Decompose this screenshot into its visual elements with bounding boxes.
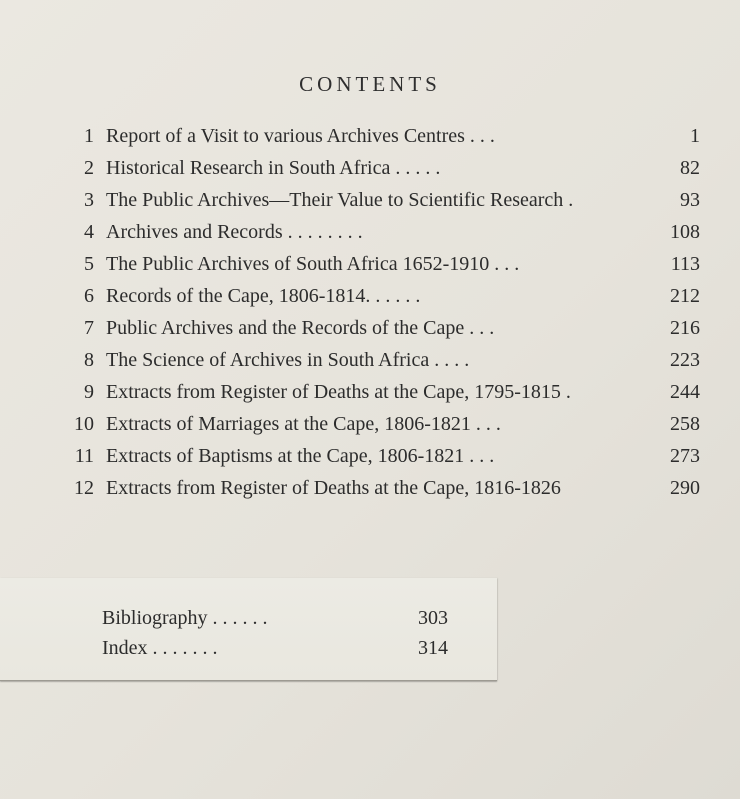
chapter-number: 6: [84, 285, 94, 307]
table-of-contents: [0, 120, 740, 504]
chapter-number: 2: [84, 157, 94, 179]
page-number: 82: [680, 157, 700, 179]
toc-entry: [0, 312, 740, 344]
back-matter-label: Bibliography . . . . . .: [102, 607, 268, 629]
back-matter-page: 303: [418, 607, 448, 629]
chapter-number: 12: [74, 477, 94, 499]
chapter-title: The Science of Archives in South Africa . . . .: [106, 349, 470, 371]
back-matter-slip: [0, 578, 497, 681]
contents-heading: CONTENTS: [299, 72, 441, 96]
toc-entry: [0, 152, 740, 184]
page-number: 93: [680, 189, 700, 211]
chapter-title: Report of a Visit to various Archives Centres . . .: [106, 125, 495, 147]
chapter-title: The Public Archives—Their Value to Scientific Research .: [106, 189, 574, 211]
toc-entry: [0, 248, 740, 280]
toc-entry: [0, 120, 740, 152]
chapter-number: 11: [74, 445, 94, 467]
chapter-title: Historical Research in South Africa . . . . .: [106, 157, 441, 179]
page-number: 290: [670, 477, 700, 499]
chapter-number: 9: [84, 381, 94, 403]
chapter-title: The Public Archives of South Africa 1652-1910 . . .: [106, 253, 520, 275]
page-number: 244: [670, 381, 700, 403]
chapter-title: Extracts from Register of Deaths at the Cape, 1816-1826: [106, 477, 561, 499]
toc-entry: [0, 408, 740, 440]
chapter-title: Records of the Cape, 1806-1814. . . . . .: [106, 285, 421, 307]
chapter-title: Extracts of Marriages at the Cape, 1806-1821 . . .: [106, 413, 501, 435]
chapter-number: 1: [84, 125, 94, 147]
back-matter-page: 314: [418, 637, 448, 659]
toc-entry: [0, 216, 740, 248]
back-matter-label: Index . . . . . . .: [102, 637, 218, 659]
page-number: 1: [690, 125, 700, 147]
page-number: 258: [670, 413, 700, 435]
chapter-number: 5: [84, 253, 94, 275]
toc-entry: [0, 376, 740, 408]
page-number: 273: [670, 445, 700, 467]
toc-entry: [0, 184, 740, 216]
chapter-number: 3: [84, 189, 94, 211]
page-number: 216: [670, 317, 700, 339]
page-number: 113: [670, 253, 700, 275]
toc-entry: [0, 280, 740, 312]
page-number: 212: [670, 285, 700, 307]
chapter-title: Public Archives and the Records of the Cape . . .: [106, 317, 495, 339]
toc-entry: [0, 344, 740, 376]
chapter-number: 8: [84, 349, 94, 371]
toc-entry: [0, 440, 740, 472]
chapter-number: 4: [84, 221, 94, 243]
chapter-title: Extracts from Register of Deaths at the Cape, 1795-1815 .: [106, 381, 571, 403]
chapter-number: 7: [84, 317, 94, 339]
chapter-title: Archives and Records . . . . . . . .: [106, 221, 363, 243]
chapter-number: 10: [74, 413, 94, 435]
page-number: 223: [670, 349, 700, 371]
page-number: 108: [670, 221, 700, 243]
toc-entry: [0, 472, 740, 504]
chapter-title: Extracts of Baptisms at the Cape, 1806-1821 . . .: [106, 445, 495, 467]
